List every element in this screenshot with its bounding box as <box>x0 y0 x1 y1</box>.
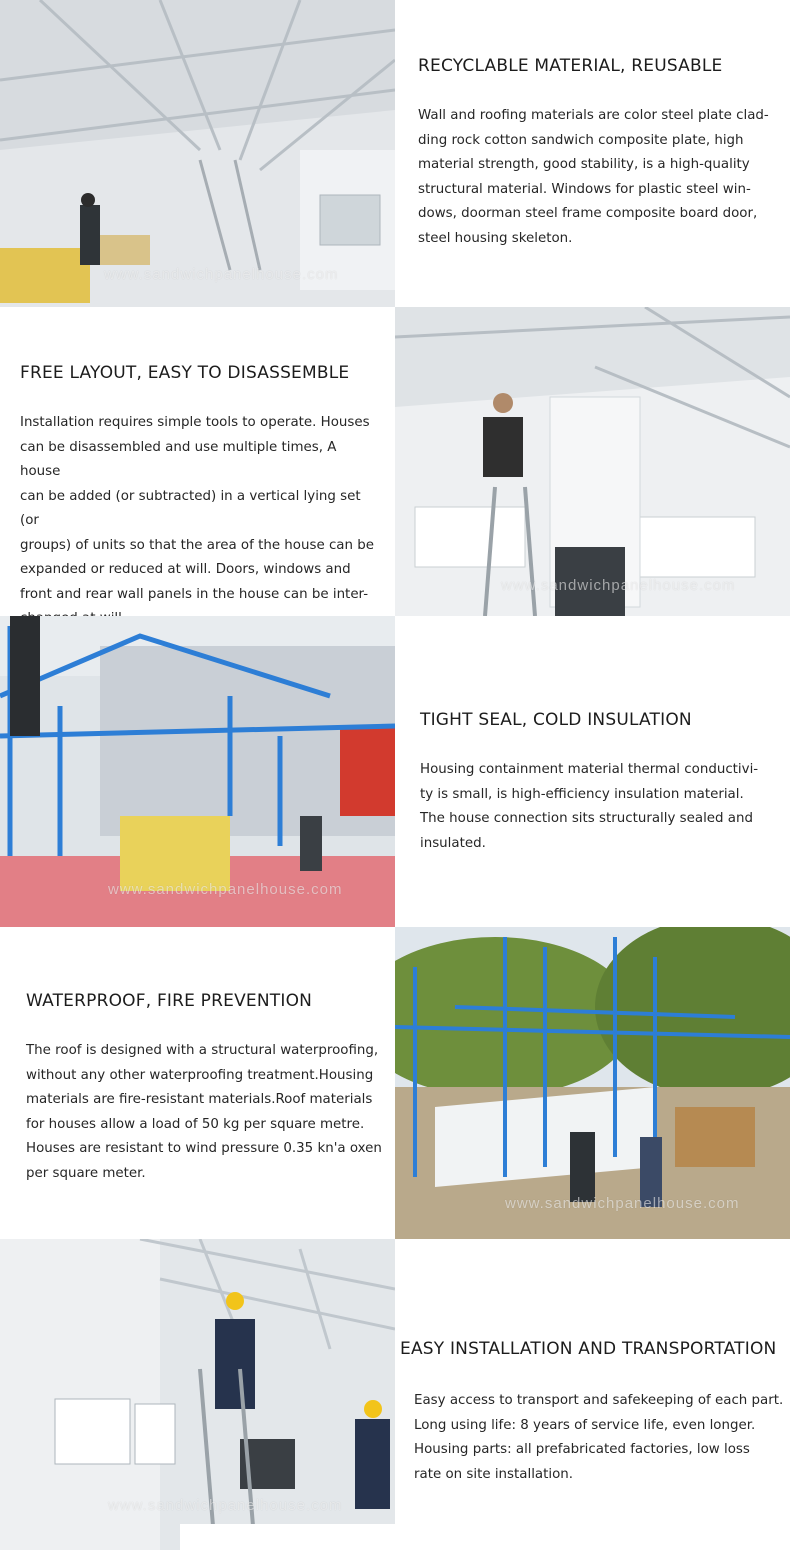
description-line: per square meter. <box>26 1165 146 1181</box>
description-line: expanded or reduced at will. Doors, windows and <box>20 562 351 577</box>
feature-text <box>420 710 780 856</box>
feature-text <box>418 56 778 251</box>
description-line: The roof is designed with a structural waterproofing, <box>26 1043 379 1058</box>
description-line: can be added (or subtracted) in a vertical lying set (or <box>20 488 361 528</box>
description-line: Houses are resistant to wind pressure 0.35 kn'a oxen <box>26 1141 382 1156</box>
feature-text <box>26 991 386 1186</box>
watermark: www.sandwichpanelhouse.com <box>501 577 736 594</box>
feature-description <box>414 1389 790 1487</box>
description-line: materials are fire-resistant materials.Roof materials <box>26 1092 373 1107</box>
description-line: Housing parts: all prefabricated factories, low loss <box>414 1442 750 1457</box>
description-line: can be disassembled and use multiple times, A house <box>20 439 337 479</box>
photo-steel-frame-interior <box>0 0 395 307</box>
description-line: Long using life: 8 years of service life, even longer. <box>414 1417 756 1433</box>
description-line: for houses allow a load of 50 kg per square metre. <box>26 1116 365 1132</box>
description-line: steel housing skeleton. <box>418 230 573 246</box>
description-line: dows, doorman steel frame composite board door, <box>418 206 758 221</box>
description-line: Easy access to transport and safekeeping of each part. <box>414 1393 784 1408</box>
feature-text <box>20 363 380 632</box>
description-line: insulated. <box>420 835 486 851</box>
description-line: The house connection sits structurally sealed and <box>420 811 753 826</box>
photo-workers-installing-panel <box>395 307 790 616</box>
watermark: www.sandwichpanelhouse.com <box>104 266 339 283</box>
feature-heading: FREE LAYOUT, EASY TO DISASSEMBLE <box>20 363 350 383</box>
photo-outdoor-frame-construction <box>395 927 790 1239</box>
feature-section-easy-installation <box>0 1239 790 1550</box>
feature-description <box>26 1039 386 1186</box>
watermark: www.sandwichpanelhouse.com <box>108 881 343 898</box>
description-line: groups) of units so that the area of the house can be <box>20 537 374 553</box>
feature-description <box>418 104 778 251</box>
description-line: material strength, good stability, is a high-quality <box>418 157 750 172</box>
feature-description <box>20 411 380 632</box>
description-line: front and rear wall panels in the house can be inter- <box>20 586 369 602</box>
description-line: ty is small, is high-efficiency insulation material. <box>420 786 744 802</box>
photo-ladder-installation <box>0 1239 395 1550</box>
description-line: structural material. Windows for plastic steel win- <box>418 181 751 197</box>
watermark: www.sandwichpanelhouse.com <box>505 1195 740 1212</box>
description-line: Housing containment material thermal conductivi- <box>420 762 759 777</box>
feature-heading: RECYCLABLE MATERIAL, REUSABLE <box>418 56 723 76</box>
feature-section-waterproof <box>0 927 790 1239</box>
feature-section-free-layout <box>0 307 790 616</box>
feature-heading: EASY INSTALLATION AND TRANSPORTATION <box>400 1339 777 1359</box>
feature-heading: TIGHT SEAL, COLD INSULATION <box>420 710 692 730</box>
description-line: rate on site installation. <box>414 1466 574 1482</box>
feature-text <box>400 1339 790 1487</box>
description-line: ding rock cotton sandwich composite plate, high <box>418 132 744 148</box>
feature-heading: WATERPROOF, FIRE PREVENTION <box>26 991 313 1011</box>
description-line: without any other waterproofing treatment.Housing <box>26 1067 374 1083</box>
feature-description <box>420 758 780 856</box>
description-line: Installation requires simple tools to operate. Houses <box>20 415 370 430</box>
photo-blue-frame-warehouse <box>0 616 395 927</box>
feature-section-recyclable <box>0 0 790 307</box>
description-line: Wall and roofing materials are color steel plate clad- <box>418 108 769 123</box>
feature-section-tight-seal <box>0 616 790 927</box>
watermark: www.sandwichpanelhouse.com <box>108 1497 343 1514</box>
